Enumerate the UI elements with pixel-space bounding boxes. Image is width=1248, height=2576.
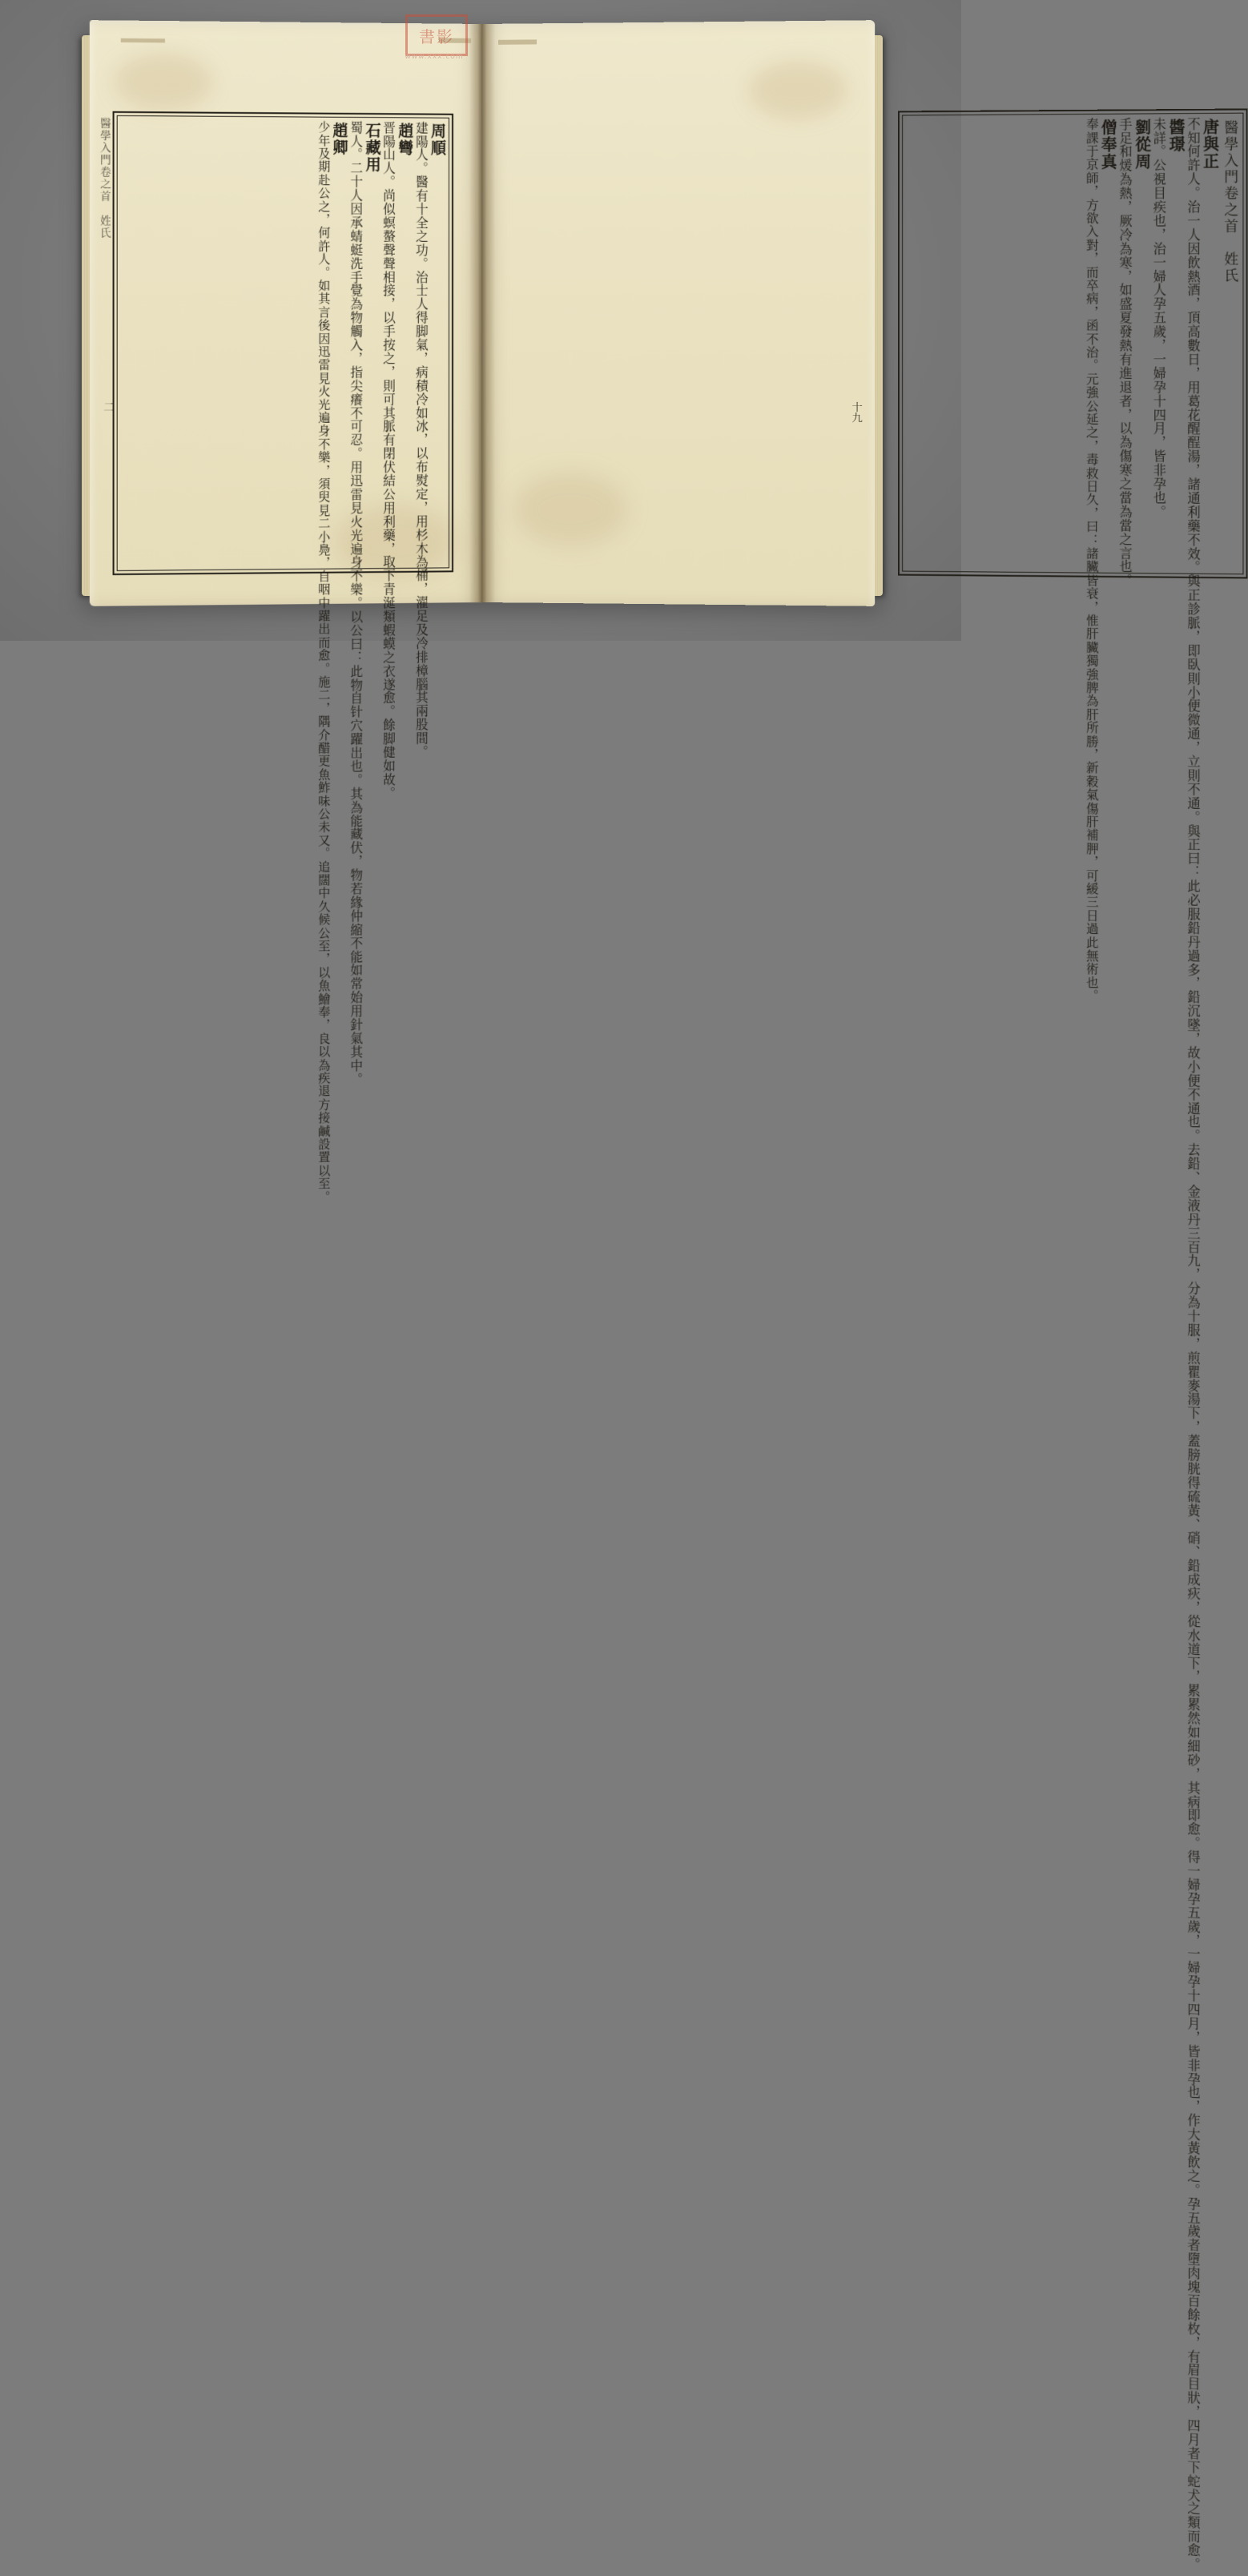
left-page-number: 二 — [101, 401, 114, 413]
paper-stain — [749, 61, 847, 119]
page-tear-mark — [498, 39, 537, 44]
right-page — [482, 20, 1238, 2573]
entry-body: 手足和煖為熱，厥冷為寒，如盛夏發熱有進退者，以為傷寒之當為當之言也。 — [1117, 117, 1133, 589]
entry-body: 建陽人。醫有十全之功。治士人得脚氣，病積冷如冰，以布熨定，用杉木為桶，濯足及冷排樟腦其兩股間。 — [413, 121, 429, 759]
left-page — [90, 20, 482, 1205]
entry-body: 少年及期赴公之，何許人。如其言後因迅雷見火光遍身不樂，須臾見二小鳧，自咽中躍出而愈。施二，隅介醋更魚鮓味公未又。追闊中久候公至，以魚鱠奉，良以為疾退方接鹹設置以至。 — [316, 120, 332, 1205]
entry-jiangjing — [1151, 117, 1185, 570]
entry-shizangyong — [348, 120, 381, 1087]
seal-watermark — [397, 14, 471, 67]
entry-body: 未詳。公視目疾也，治一婦人孕五歲，一婦孕十四月，皆非孕也。 — [1151, 117, 1167, 519]
entry-zhaowan — [380, 121, 414, 801]
paper-stain — [115, 53, 213, 111]
entry-name: 僧奉真 — [1098, 119, 1117, 171]
entry-liucongzhou — [1117, 117, 1152, 589]
entry-sengfengzhen — [1084, 117, 1117, 1004]
entry-name: 趙卿 — [330, 122, 348, 157]
entry-name: 醬璟 — [1166, 119, 1186, 154]
entry-body: 蜀人。二十人因承蜻蜓洗手覺為物觸入，指尖癢不可忍。用迅雷見火光遍身不樂。以公曰：此物自针穴躍出也。其為能藏伏，物若緣仲縮不能如常始用針氣其中。 — [348, 120, 364, 1087]
entry-name: 周順 — [428, 123, 446, 157]
right-page-header: 醫學入門卷之首 姓氏 — [1221, 119, 1238, 285]
right-columns — [905, 117, 1240, 2573]
spine-title-column: 醫學入門卷之首 姓氏 — [98, 117, 111, 239]
seal-caption: www.xxx.com — [405, 53, 464, 61]
entry-name: 石藏用 — [363, 123, 381, 174]
entry-name: 劉從周 — [1133, 119, 1152, 171]
right-text-frame — [898, 108, 1248, 2573]
page-tear-mark — [121, 38, 165, 43]
entry-zhaoqing — [316, 120, 348, 1205]
entry-name: 趙彎 — [396, 123, 414, 157]
entry-body: 晋陽山人。尚似螟螯聲聲相接，以手按之，則可其脈有閉伏結公用利藥，取下青涎類蝦蟆之衣遂愈。餘脚健如故。 — [380, 121, 397, 801]
entry-name: 唐與正 — [1200, 119, 1219, 171]
paper-stain — [514, 473, 627, 545]
entry-tangyuzheng — [1185, 117, 1219, 2573]
left-text-frame — [113, 111, 453, 1205]
book — [95, 24, 1238, 2573]
entry-body: 不知何許人。治一人因飲熱酒，頂高數日，用葛花醒酲湯，諸通利藥不效。與正診脈，即臥則小便微通，立則不通。與正曰：此必服鉛丹過多，鉛沉墜，故小便不通也。去鉛、金液丹三百九，分為十服，煎瞿麥湯下，蓋膀胱得硫黃、硝、鉛成疢，從水道下，累累然如細砂，其病即愈。得一婦孕五歲，一婦孕十四月，皆非孕也，作大黃飲之。孕五歲者墮肉塊百餘枚，有眉目狀，四月者下蛇犬之類而愈。 — [1185, 117, 1201, 2573]
right-page-number: 十九 — [849, 401, 862, 423]
entry-zhoushun — [413, 121, 446, 759]
left-columns — [120, 119, 446, 1205]
entry-body: 奉課于京師，方欲入對，而卒病，函不治。元強公延之，毒救日久，曰：諸臟皆衰，惟肝臟獨強脾為肝所勝，新穀氣傷肝補胛，可緩三日過此無術也。 — [1084, 117, 1100, 1004]
seal-glyphs: 書影 — [405, 14, 468, 56]
